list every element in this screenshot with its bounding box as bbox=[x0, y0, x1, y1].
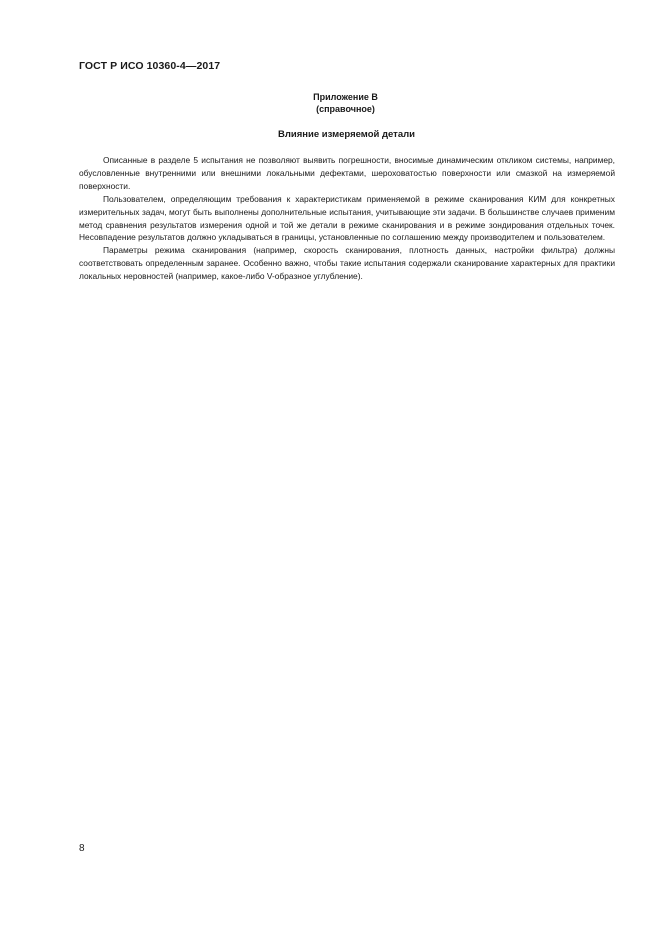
paragraph: Параметры режима сканирования (например, скорость сканирования, плотность данных, настройки фильтра) должны соответствовать определенным заранее. Особенно важно, чтобы такие испытания содержали сканирование характерных для практики локальных неровностей (например, какое-либо V-образное углубление). bbox=[79, 245, 615, 282]
page-number: 8 bbox=[79, 843, 85, 854]
annex-body bbox=[79, 154, 615, 283]
annex-label: Приложение В bbox=[313, 92, 378, 102]
annex-title bbox=[0, 129, 661, 140]
annex-heading bbox=[0, 91, 661, 115]
paragraph: Описанные в разделе 5 испытания не позволяют выявить погрешности, вносимые динамическим откликом системы, например, обусловленные внутренними или внешними локальными дефектами, шероховатостью поверхности или смазкой на измеряемой поверхности. bbox=[79, 155, 615, 191]
document-header: ГОСТ Р ИСО 10360-4—2017 bbox=[79, 60, 221, 72]
annex-status: (справочное) bbox=[316, 104, 375, 114]
annex-title-text: Влияние измеряемой детали bbox=[278, 129, 415, 140]
paragraph: Пользователем, определяющим требования к характеристикам применяемой в режиме сканирования КИМ для конкретных измерительных задач, могут быть выполнены дополнительные испытания, учитывающие эти задачи. В большинстве случаев применим метод сравнения результатов измерения одной и той же детали в режиме сканирования и в режиме зондирования отдельных точек. Несовпадение результатов должно укладываться в границы, установленные по соглашению между производителем и пользователем. bbox=[79, 193, 615, 243]
